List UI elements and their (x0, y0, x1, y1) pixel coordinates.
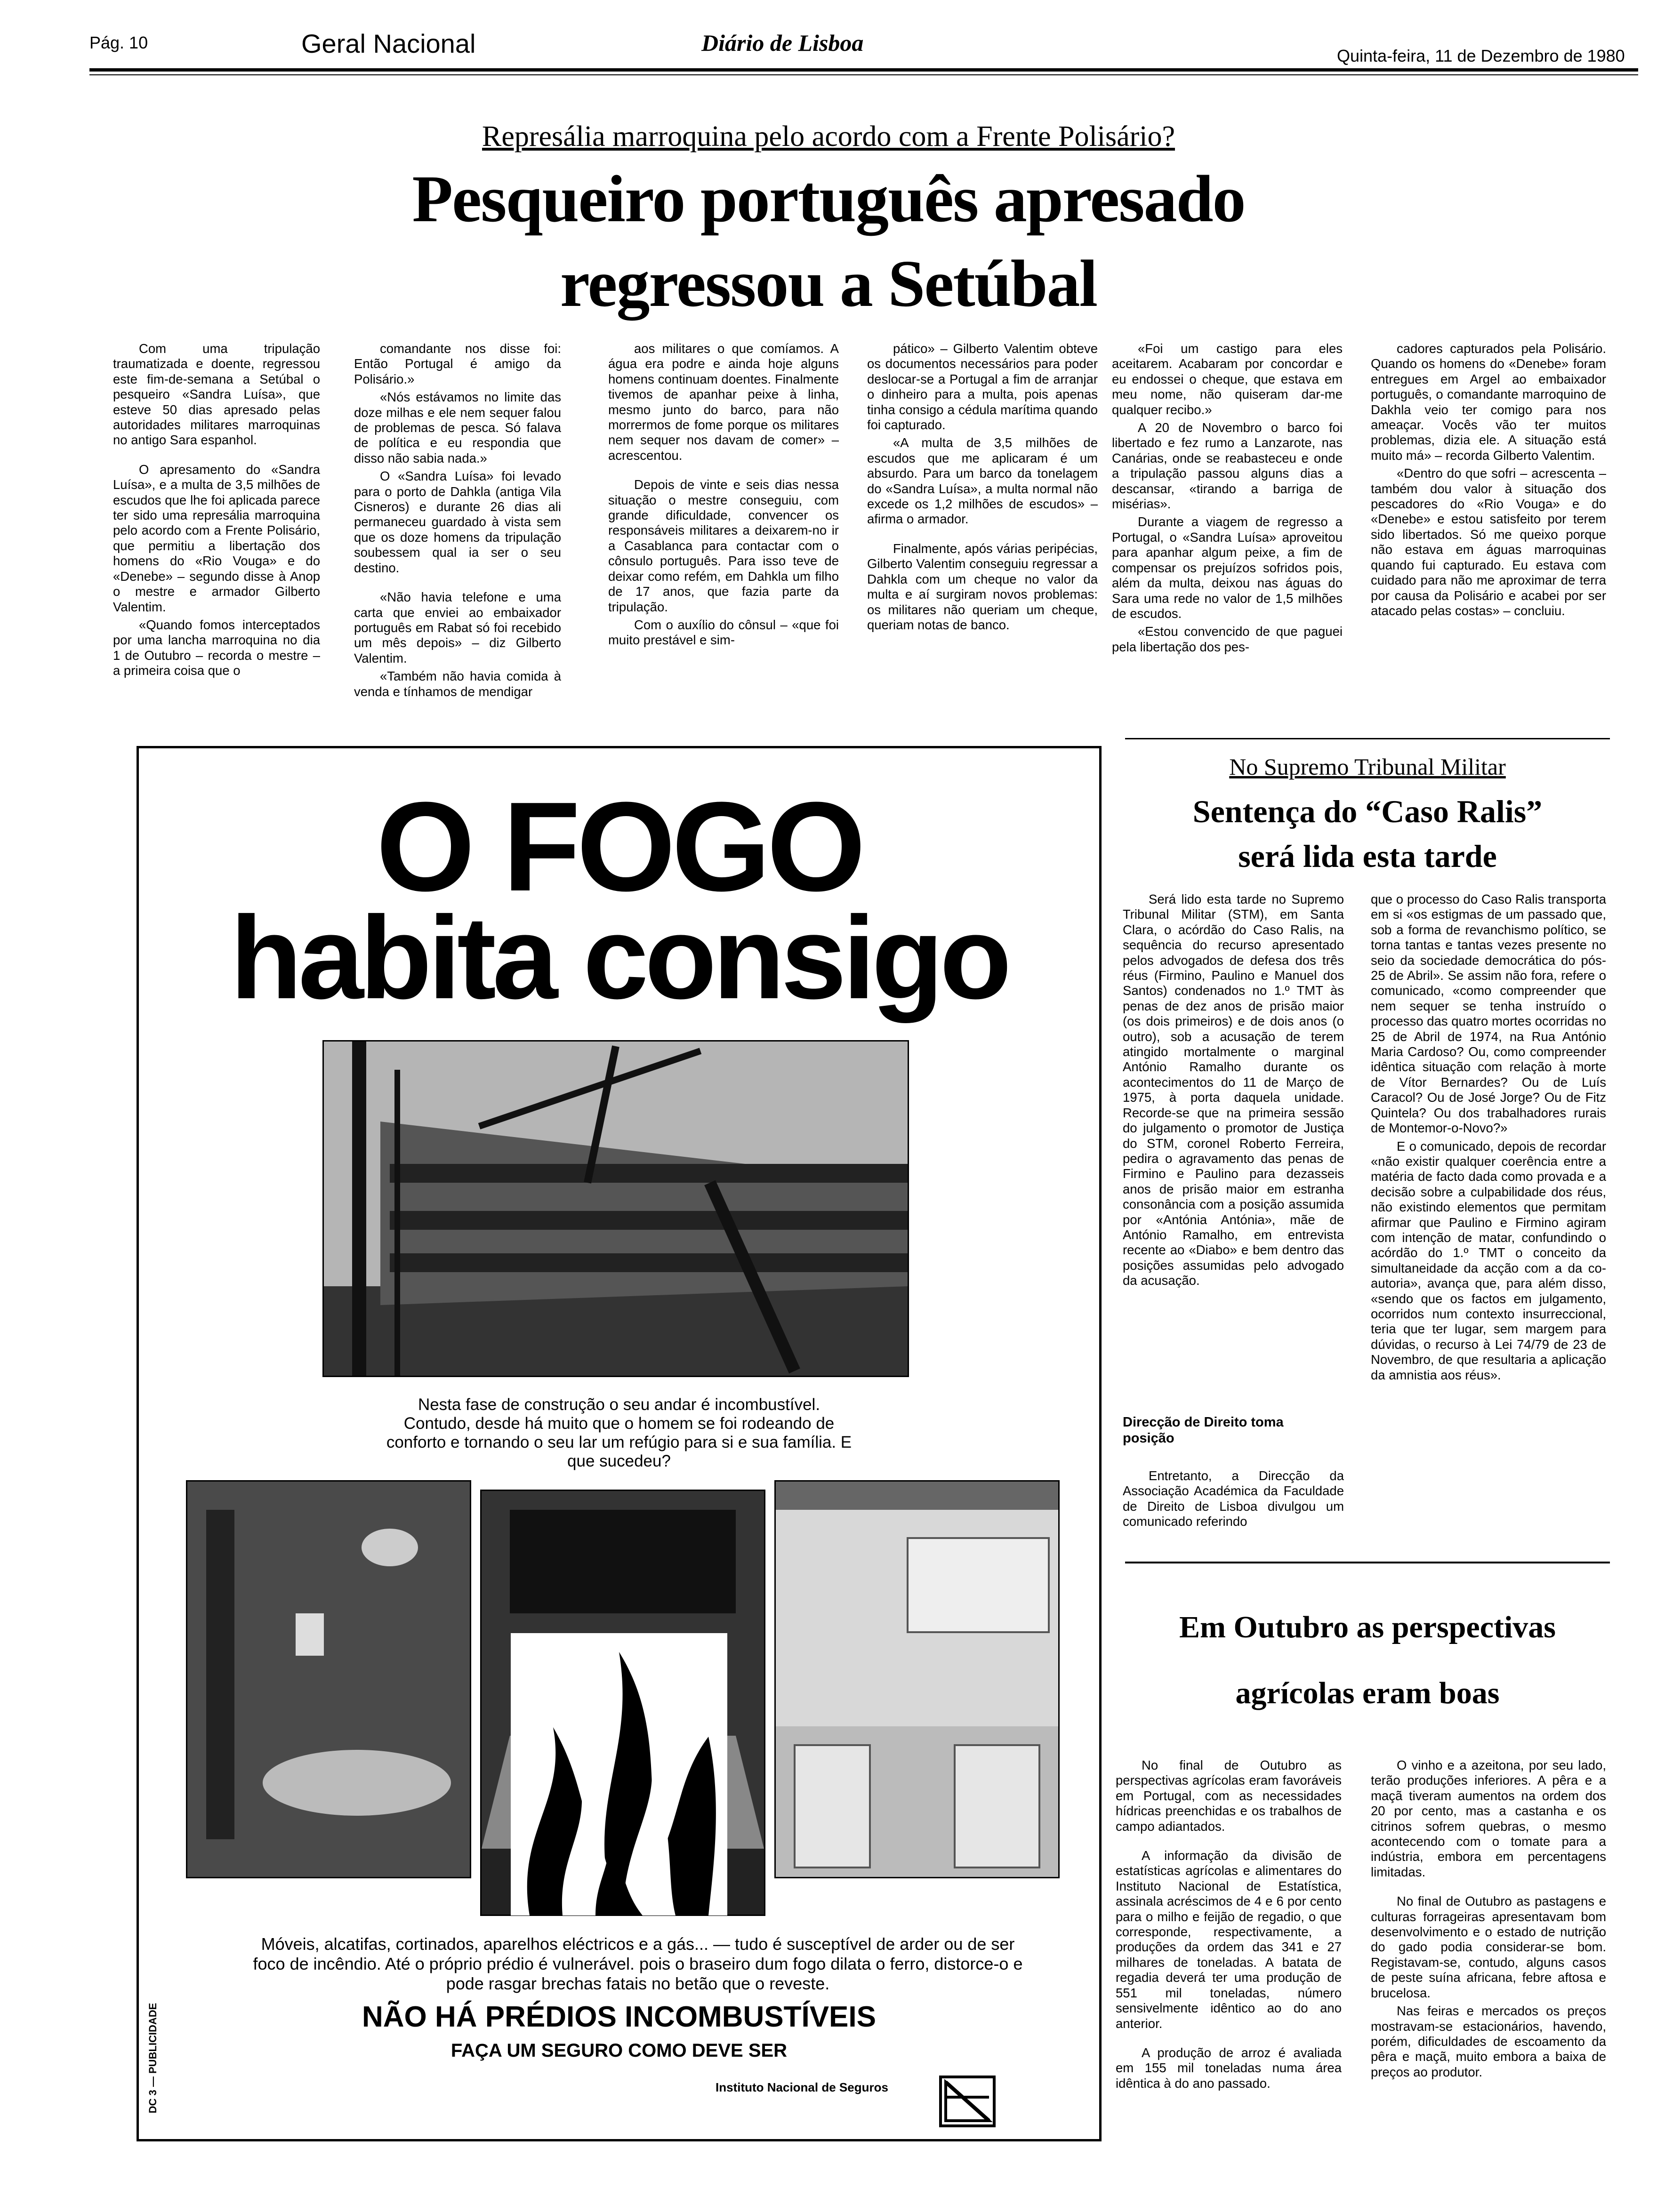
header-rule-thin (89, 74, 1638, 75)
lead-kicker: Represália marroquina pelo acordo com a Frente Polisário? (482, 120, 1175, 152)
stm-headline-2: será lida esta tarde (1238, 838, 1497, 874)
ad-headline-1: O FOGO (376, 776, 862, 918)
agri-column-2: O vinho e a azeitona, por seu lado, terão produções inferiores. A pêra e a maçã tiveram aumentos na ordem dos 20 por cento, mas a castanha e os citrinos sofrem quebras, o mesmo acontecendo com o tomate para a indústria, embora em percentagens limitadas. No final de Outubro as pastagens e culturas forrageiras apresentavam bom desenvolvimento e o estado de nutrição do gado podia considerar-se bom. Registavam-se, contudo, alguns casos de peste suína africana, febre aftosa e brucelosa. Nas feiras e mercados os preços mostravam-se estacionários, havendo, porém, dificuldades de escoamento da pêra e maçã, muito embora a baixa de preços ao produtor. (1371, 1758, 1606, 2079)
stm-column-1: Será lido esta tarde no Supremo Tribunal Militar (STM), em Santa Clara, o acórdão do Caso Ralis, na sequência do recurso apresentado pelos advogados de defesa dos três réus (Firmino, Paulino e Manuel dos Santos) condenados no 1.º TMT às penas de dez anos de prisão maior (os dois primeiros) e de dois anos (o outro), sob a acusação de terem atingido mortalmente o marginal António Ramalho durante os acontecimentos do 11 de Março de 1975, à porta daquela unidade. Recorde-se que na primeira sessão do julgamento o promotor de Justiça do STM, coronel Roberto Ferreira, pedira o agravamento das penas de Firmino e Paulino para dezasseis anos de prisão maior em estranha consonância com a posição assumida por «Antónia Antónia», mãe de António Ramalho, em entrevista recente ao «Diabo» e bem dentro das posições assumidas pelo advogado da acusação. (1123, 892, 1344, 1288)
lead-column-6: cadores capturados pela Polisário. Quando os homens do «Denebe» foram entregues em Argel ao embaixador português, o comandante marroquino de Dakhla veio ter comigo para nos ameaçar. Vocês vão ter muitos problemas, dizia ele. A situação está muito má» – recorda Gilberto Valentim. «Dentro do que sofri – acrescenta – também dou valor à situação dos pescadores do «Rio Vouga» e do «Denebe» e estou satisfeito por terem sido libertados. Só me queixo porque não estava em águas marroquinas quando fui capturado. Eu estava com cuidado para não me aproximar de terra por causa da Polisário e acabei por ser atacado pelas costas» – concluiu. (1371, 341, 1606, 618)
agri-headline-2: agrícolas eram boas (1235, 1676, 1500, 1710)
ad-photo-living-room (186, 1480, 471, 1878)
header-rule (89, 68, 1638, 72)
lead-column-4: pático» – Gilberto Valentim obteve os documentos necessários para poder deslocar-se a Portugal a fim de arranjar o dinheiro para a multa, pois apenas tinha consigo a cédula marítima quando foi capturado. «A multa de 3,5 milhões de escudos que me aplicaram é um absurdo. Para um barco da tonelagem do «Sandra Luísa», a multa normal não excede os 1,2 milhões de escudos» – afirma o armador. Finalmente, após várias peripécias, Gilberto Valentim conseguiu regressar a Dahkla com um cheque no valor da multa e aí surgiram novos problemas: os militares não queriam um cheque, queriam notas de banco. (867, 341, 1098, 632)
stm-column-1b: Entretanto, a Direcção da Associação Académica da Faculdade de Direito de Lisboa divulgou um comunicado referindo (1123, 1468, 1344, 1529)
stm-subhead: Direcção de Direito toma posição (1123, 1415, 1284, 1446)
lead-column-1: Com uma tripulação traumatizada e doente, regressou este fim-de-semana a Setúbal o pesqueiro «Sandra Luísa», que esteve 50 dias apresado pelas autoridades militares marroquinas no antigo Sara espanhol. O apresamento do «Sandra Luísa», e a multa de 3,5 milhões de escudos que lhe foi aplicada parece ter sido uma represália marroquina pelo acordo com a Frente Polisário, que permitiu a libertação dos homens do «Rio Vouga» e do «Denebe» – segundo disse à Anop o mestre e armador Gilberto Valentim. «Quando fomos interceptados por uma lancha marroquina no dia 1 de Outubro – recorda o mestre – a primeira coisa que o (113, 341, 320, 678)
living-room-illustration (187, 1482, 470, 1877)
sponsor-logo-icon (939, 2076, 996, 2127)
agri-column-1: No final de Outubro as perspectivas agrícolas eram favoráveis em Portugal, com as necessidades hídricas preenchidas e os trabalhos de campo adiantados. A informação da divisão de estatísticas agrícolas e alimentares do Instituto Nacional de Estatística, assinala acréscimos de 4 e 6 por cento para o milho e feijão de regadio, o que corresponde, respectivamente, a produções da ordem das 341 e 27 milhares de toneladas. A batata de regadia deverá ter uma produção de 551 mil toneladas, número sensivelmente idêntico ao do ano anterior. A produção de arroz é avaliada em 155 mil toneladas numa área idêntica à do ano passado. (1116, 1758, 1342, 2091)
ad-sponsor: Instituto Nacional de Seguros (716, 2080, 888, 2094)
ad-headline-2: habita consigo (230, 892, 1008, 1023)
issue-date: Quinta-feira, 11 de Dezembro de 1980 (1337, 46, 1625, 65)
section-rule-right (1125, 738, 1610, 739)
stm-column-2: que o processo do Caso Ralis transporta em si «os estigmas de um passado que, sob a forma de revanchismo político, se torna tantas e tantas vezes presente no seio da sociedade democrática do pós-25 de Abril». Se assim não fora, refere o comunicado, «como compreender que nem sequer se tenha instruído o processo das quatro mortes ocorridas no 25 de Abril de 1974, na Rua António Maria Cardoso? Ou, como compreender idêntica situação com relação à morte de Vítor Bernardes? Ou de Luís Caracol? Ou de José Jorge? Ou de Fitz Quintela? Ou dos trabalhadores rurais de Montemor-o-Novo?» E o comunicado, depois de recordar «não existir qualquer coerência entre a matéria de facto dada como provada e a decisão sobre a culpabilidade dos réus, não existindo elementos que permitam afirmar que Paulino e Firmino agiram com intenção de matar, confundindo o acórdão do 1.º TMT o conceito da simultaneidade da acção com a da co-autoria», avança que, para além disso, «sendo que os factos em julgamento, ocorridos num contexto insurreccional, teria que ter lugar, sem margem para dúvidas, o recurso à Lei 74/79 de 23 de Novembro, de que resultaria a aplicação da amnistia aos réus». (1371, 892, 1606, 1382)
ad-mid-text: Nesta fase de construção o seu andar é incombustível. Contudo, desde há muito que o homem se foi rodeando de conforto e tornando o seu lar um refúgio para si e sua família. E que sucedeu? (386, 1395, 852, 1470)
ad-side-label: DC 3 — PUBLICIDADE (147, 2003, 159, 2114)
stm-headline-1: Sentença do “Caso Ralis” (1192, 793, 1543, 829)
lead-column-3: aos militares o que comíamos. A água era podre e ainda hoje alguns homens continuam doentes. Finalmente tivemos de apanhar peixe à linha, mesmo junto do barco, para não morrermos de fome porque os militares nem sequer nos davam de comer» – acrescentou. Depois de vinte e seis dias nessa situação o mestre conseguiu, com grande dificuldade, convencer os responsáveis militares a deixarem-no ir a Casablanca para contactar com o cônsulo português. Para isso teve de deixar como refém, em Dahkla um filho de 17 anos, que fazia parte da tripulação. Com o auxílio do cônsul – «que foi muito prestável e sim- (608, 341, 839, 648)
ad-photo-kitchen (774, 1480, 1060, 1878)
construction-illustration (324, 1042, 908, 1376)
stm-kicker: No Supremo Tribunal Militar (1229, 753, 1506, 780)
ad-slogan-2: FAÇA UM SEGURO COMO DEVE SER (450, 2040, 788, 2061)
page-number: Pág. 10 (89, 33, 148, 52)
lead-column-5: «Foi um castigo para eles aceitarem. Acabaram por concordar e eu endossei o cheque, que estava em meu nome, não quiseram dar-me qualquer recibo.» A 20 de Novembro o barco foi libertado e fez rumo a Lanzarote, nas Canárias, onde se reabasteceu e onde a tripulação passou alguns dias a descansar, «tirando a barriga de misérias». Durante a viagem de regresso a Portugal, o «Sandra Luísa» aproveitou para apanhar algum peixe, a fim de compensar os prejuízos sofridos pois, além da multa, deixou nas águas do Sara uma rede no valor de 1,5 milhões de escudos. «Estou convencido de que paguei pela libertação dos pes- (1112, 341, 1343, 654)
ad-photo-construction (322, 1040, 909, 1377)
agri-headline-1: Em Outubro as perspectivas (1179, 1610, 1556, 1644)
kitchen-illustration (776, 1482, 1058, 1877)
section-title: Geral Nacional (301, 29, 476, 58)
lead-column-2: comandante nos disse foi: Então Portugal é amigo da Polisário.» «Nós estávamos no limite das doze milhas e ele nem sequer falou de problemas de pesca. Só falava de política e eu respondia que disso não sabia nada.» O «Sandra Luísa» foi levado para o porto de Dahkla (antiga Vila Cisneros) e durante 26 dias ali permaneceu guardado à vista sem que os doze homens da tripulação soubessem qual ia ser o seu destino. «Não havia telefone e uma carta que enviei ao embaixador português em Rabat só foi recebido um mês depois» – diz Gilberto Valentim. «Também não havia comida à venda e tínhamos de mendigar (354, 341, 561, 699)
flame-icon (511, 1633, 727, 1915)
ad-body-text: Móveis, alcatifas, cortinados, aparelhos eléctricos e a gás... — tudo é susceptível de arder ou de ser foco de incêndio. Até o próprio prédio é vulnerável. pois o braseiro dum fogo dilata o ferro, distorce-o e pode rasgar brechas fatais no betão que o reveste. (253, 1934, 1023, 1993)
section-rule-agri (1125, 1562, 1610, 1563)
masthead: Diário de Lisboa (701, 30, 864, 56)
lead-headline-1: Pesqueiro português apresado (412, 161, 1245, 236)
ad-slogan-1: NÃO HÁ PRÉDIOS INCOMBUSTÍVEIS (362, 2001, 876, 2033)
advertisement (137, 746, 1102, 2141)
lead-headline-2: regressou a Setúbal (560, 246, 1097, 321)
